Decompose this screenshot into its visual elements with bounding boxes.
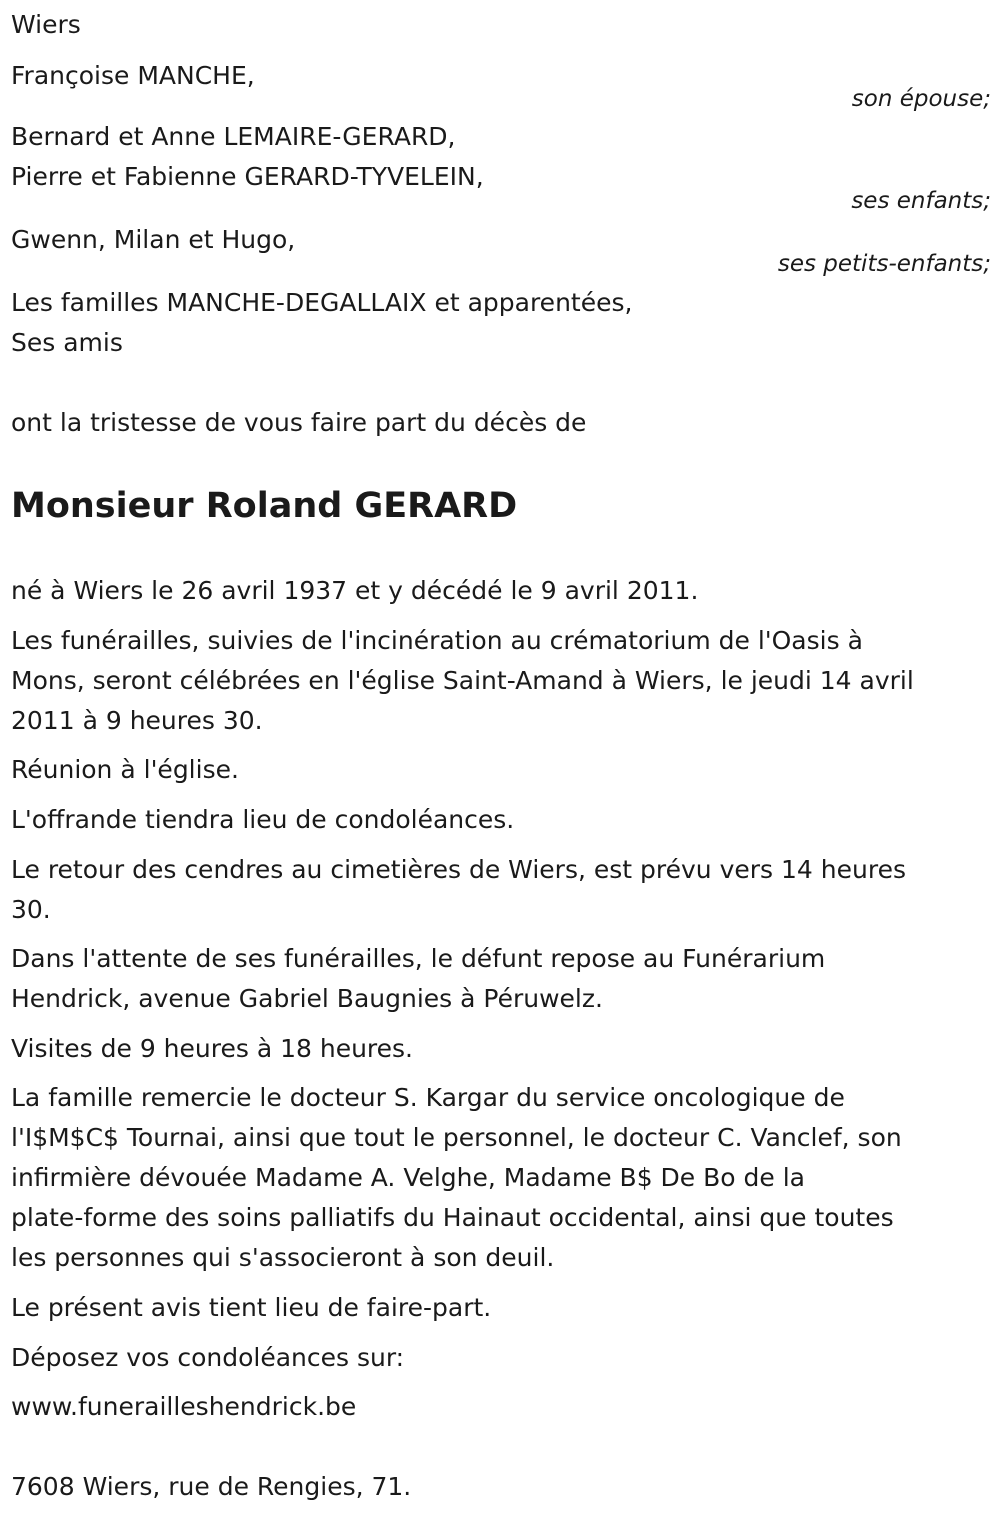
thanks-line: plate-forme des soins palliatifs du Hainaut occidental, ainsi que toutes [11,1203,894,1232]
thanks-line: infirmière dévouée Madame A. Velghe, Madame B$ De Bo de la [11,1163,805,1192]
meeting-line: Réunion à l'église. [11,755,239,784]
announcement-intro: ont la tristesse de vous faire part du décès de [11,408,587,437]
death-notice [11,0,991,1523]
thanks-line: les personnes qui s'associeront à son deuil. [11,1243,555,1272]
thanks-line: La famille remercie le docteur S. Kargar du service oncologique de [11,1083,845,1112]
website-link[interactable]: www.funerailleshendrick.be [11,1392,357,1421]
funeral-line: Mons, seront célébrées en l'église Saint-Amand à Wiers, le jeudi 14 avril [11,666,914,695]
spouse-role: son épouse; [851,86,991,112]
rest-line: Hendrick, avenue Gabriel Baugnies à Péruwelz. [11,984,603,1013]
grandchildren-role: ses petits-enfants; [777,251,991,277]
location-heading: Wiers [11,10,81,39]
condolences-label: Déposez vos condoléances sur: [11,1343,405,1372]
funeral-line: 2011 à 9 heures 30. [11,706,263,735]
birth-death-line: né à Wiers le 26 avril 1937 et y décédé le 9 avril 2011. [11,576,699,605]
address-line: 7608 Wiers, rue de Rengies, 71. [11,1472,412,1501]
child-line: Bernard et Anne LEMAIRE-GERARD, [11,122,456,151]
funeral-line: Les funérailles, suivies de l'incinération au crématorium de l'Oasis à [11,626,863,655]
friends-line: Ses amis [11,328,123,357]
offering-line: L'offrande tiendra lieu de condoléances. [11,805,515,834]
relatives-line: Les familles MANCHE-DEGALLAIX et apparentées, [11,288,633,317]
child-line: Pierre et Fabienne GERARD-TYVELEIN, [11,162,484,191]
ashes-line: 30. [11,895,51,924]
rest-line: Dans l'attente de ses funérailles, le défunt repose au Funérarium [11,944,826,973]
thanks-line: l'I$M$C$ Tournai, ainsi que tout le personnel, le docteur C. Vanclef, son [11,1123,902,1152]
grandchildren-names: Gwenn, Milan et Hugo, [11,225,296,254]
spouse-name: Françoise MANCHE, [11,61,255,90]
children-role: ses enfants; [851,188,991,214]
visits-line: Visites de 9 heures à 18 heures. [11,1034,414,1063]
notice-line: Le présent avis tient lieu de faire-part. [11,1293,492,1322]
deceased-name: Monsieur Roland GERARD [11,486,518,526]
ashes-line: Le retour des cendres au cimetières de Wiers, est prévu vers 14 heures [11,855,906,884]
